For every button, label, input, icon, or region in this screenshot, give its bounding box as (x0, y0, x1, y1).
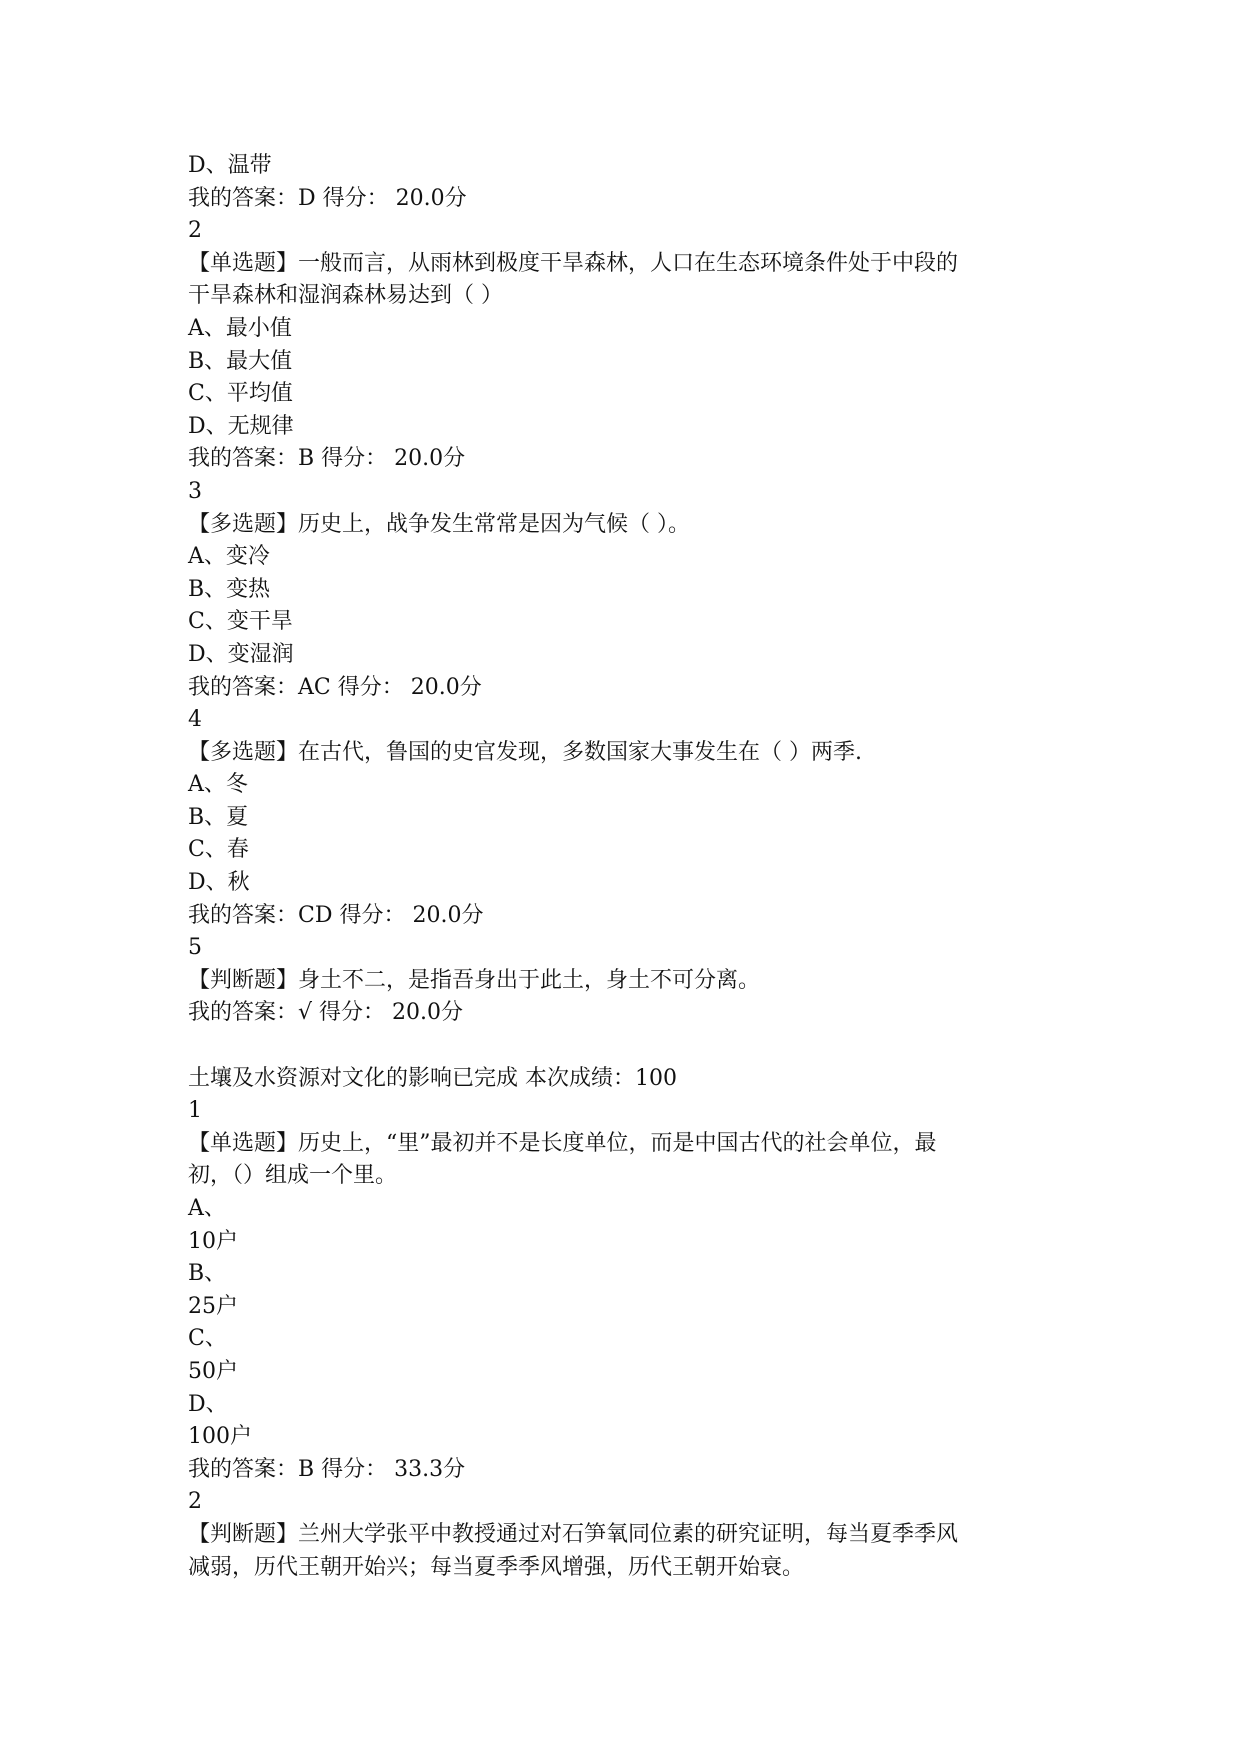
my-answer: 我的答案：AC 得分： 20.0分 (188, 674, 482, 700)
my-answer: 我的答案：B 得分： 20.0分 (188, 446, 466, 472)
question-number: 2 (188, 218, 202, 244)
option-a-text: 10户 (188, 1228, 238, 1254)
question-stem-line: 初，（）组成一个里。 (188, 1163, 398, 1189)
option-a-label: A、 (188, 1196, 226, 1221)
question-stem-line: 【单选题】历史上，“里”最初并不是长度单位，而是中国古代的社会单位，最 (188, 1130, 937, 1156)
option-a: A、最小值 (188, 315, 292, 341)
option-d: D、无规律 (188, 413, 294, 439)
option-c-label: C、 (188, 1326, 227, 1352)
option-c: C、平均值 (188, 381, 293, 407)
question-stem-line: 【多选题】在古代，鲁国的史官发现，多数国家大事发生在（ ）两季. (188, 739, 862, 765)
question-number: 3 (188, 478, 202, 504)
question-number: 4 (188, 707, 202, 733)
option-c-text: 50户 (188, 1358, 238, 1384)
option-c: C、变干旱 (188, 609, 293, 635)
document-page (188, 150, 1068, 1584)
option-b: B、变热 (188, 576, 271, 602)
question-stem-line: 干旱森林和湿润森林易达到（ ） (188, 283, 503, 309)
option-d-text: 100户 (188, 1424, 252, 1450)
option-c: C、春 (188, 837, 249, 863)
section-title: 土壤及水资源对文化的影响已完成 本次成绩：100 (188, 1065, 677, 1091)
section-spacer (188, 1030, 1068, 1063)
option-d: D、变湿润 (188, 641, 294, 667)
question-stem-line: 【单选题】一般而言，从雨林到极度干旱森林，人口在生态环境条件处于中段的 (188, 250, 959, 276)
question-number: 1 (188, 1098, 202, 1124)
question-number: 5 (188, 935, 202, 961)
question-stem-line: 【多选题】历史上，战争发生常常是因为气候（ ）。 (188, 511, 690, 537)
option-d: D、温带 (188, 153, 272, 178)
my-answer: 我的答案：√ 得分： 20.0分 (188, 1000, 463, 1026)
question-stem-line: 减弱，历代王朝开始兴；每当夏季季风增强，历代王朝开始衰。 (188, 1554, 805, 1580)
option-a: A、冬 (188, 772, 248, 798)
my-answer: 我的答案：B 得分： 33.3分 (188, 1456, 466, 1482)
option-b-text: 25户 (188, 1293, 238, 1319)
my-answer: 我的答案：CD 得分： 20.0分 (188, 902, 484, 928)
my-answer: 我的答案：D 得分： 20.0分 (188, 185, 467, 211)
question-stem-line: 【判断题】身土不二，是指吾身出于此土，身土不可分离。 (188, 967, 761, 993)
question-number: 2 (188, 1489, 202, 1515)
option-d: D、秋 (188, 870, 250, 896)
question-stem-line: 【判断题】兰州大学张平中教授通过对石笋氧同位素的研究证明，每当夏季季风 (188, 1521, 959, 1547)
option-a: A、变冷 (188, 544, 270, 570)
option-b: B、最大值 (188, 348, 293, 374)
option-d-label: D、 (188, 1391, 228, 1417)
option-b: B、夏 (188, 804, 249, 830)
option-b-label: B、 (188, 1261, 227, 1287)
